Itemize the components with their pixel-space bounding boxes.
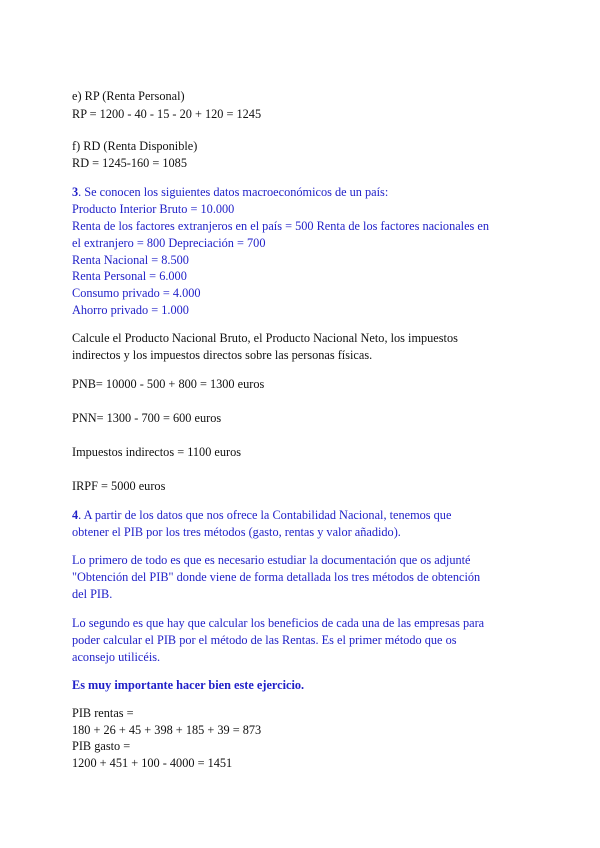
exercise-4-intro (72, 507, 451, 523)
data-line: Renta de los factores extranjeros en el país = 500 Renta de los factores nacionales en (72, 219, 490, 233)
exercise-4-intro-text: . A partir de los datos que nos ofrece la Contabilidad Nacional, tenemos que (78, 508, 452, 522)
data-line: Renta Nacional = 8.500 (72, 253, 189, 267)
data-line: el extranjero = 800 Depreciación = 700 (72, 236, 266, 250)
exercise-4-number: 4 (72, 508, 79, 522)
pib-gasto-label: PIB gasto = (72, 739, 131, 753)
section-e-formula: RP = 1200 - 40 - 15 - 20 + 120 = 1245 (72, 107, 262, 121)
pib-rentas-formula: 180 + 26 + 45 + 398 + 185 + 39 = 873 (72, 723, 262, 737)
paragraph-2-line: aconsejo utilicéis. (72, 650, 161, 664)
question-line: Calcule el Producto Nacional Bruto, el Producto Nacional Neto, los impuestos (72, 331, 458, 345)
answer-indirect-taxes: Impuestos indirectos = 1100 euros (72, 445, 242, 459)
question-line: indirectos y los impuestos directos sobre las personas físicas. (72, 348, 373, 362)
data-line: Producto Interior Bruto = 10.000 (72, 202, 235, 216)
data-line: Renta Personal = 6.000 (72, 269, 187, 283)
paragraph-1-line: "Obtención del PIB" donde viene de forma detallada los tres métodos de obtención (72, 570, 481, 584)
data-line: Consumo privado = 4.000 (72, 286, 201, 300)
exercise-3-number: 3 (72, 185, 79, 199)
answer-pnn: PNN= 1300 - 700 = 600 euros (72, 411, 222, 425)
exercise-4-intro-line: obtener el PIB por los tres métodos (gasto, rentas y valor añadido). (72, 525, 401, 539)
answer-irpf: IRPF = 5000 euros (72, 479, 166, 493)
pib-rentas-label: PIB rentas = (72, 706, 134, 720)
answer-pnb: PNB= 10000 - 500 + 800 = 1300 euros (72, 377, 265, 391)
exercise-3-intro-text: . Se conocen los siguientes datos macroeconómicos de un país: (78, 185, 389, 199)
exercise-3-intro (72, 184, 388, 200)
pib-gasto-formula: 1200 + 451 + 100 - 4000 = 1451 (72, 756, 233, 770)
emphasis-note: Es muy importante hacer bien este ejercicio. (72, 678, 305, 692)
paragraph-2-line: poder calcular el PIB por el método de las Rentas. Es el primer método que os (72, 633, 457, 647)
paragraph-1-line: Lo primero de todo es que es necesario estudiar la documentación que os adjunté (72, 553, 471, 567)
section-e-heading: e) RP (Renta Personal) (72, 89, 185, 103)
section-f-heading: f) RD (Renta Disponible) (72, 139, 198, 153)
section-f-formula: RD = 1245-160 = 1085 (72, 156, 187, 170)
paragraph-2-line: Lo segundo es que hay que calcular los beneficios de cada una de las empresas para (72, 616, 485, 630)
data-line: Ahorro privado = 1.000 (72, 303, 189, 317)
paragraph-1-line: del PIB. (72, 587, 113, 601)
